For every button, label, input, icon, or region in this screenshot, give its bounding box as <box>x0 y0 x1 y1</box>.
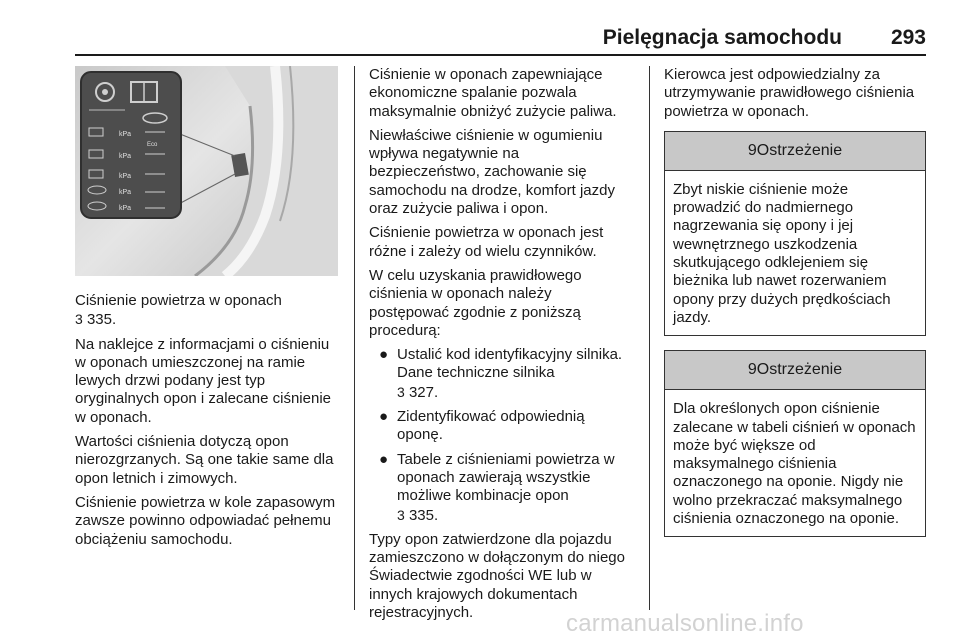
paragraph: W celu uzyskania prawidłowego ciśnienia w oponach należy postępować zgodnie z poniższą procedurą: <box>369 266 582 339</box>
list-item-text: Ustalić kod identyfikacyjny silnika. Dane techniczne silnika <box>397 346 623 382</box>
paragraph: Ciśnienie powietrza w oponach jest różne i zależy od wielu czynników. <box>369 224 604 260</box>
bullet-icon: ● <box>379 450 389 468</box>
header-rule <box>75 54 926 56</box>
label-kpa-3: kPa <box>119 173 132 180</box>
paragraph: Niewłaściwe ciśnienie w ogumieniu wpływa negatywnie na bezpieczeństwo, zachowanie się samochodu na drodze, komfort jazdy oraz zużycie paliwa i opon. <box>369 126 615 218</box>
warning-title: Ostrzeżenie <box>756 141 843 159</box>
procedure-list <box>369 346 633 525</box>
warning-body: Dla określonych opon ciśnienie zalecane w tabeli ciśnień w oponach może być większe od maksymalnego ciśnienia oznaczonego na oponie. Nigdy nie wolno przekraczać maksymalnego ciśnienia oznaczonego na oponie. <box>673 400 916 528</box>
label-kpa-5: kPa <box>119 205 132 212</box>
warning-header <box>665 132 925 171</box>
list-item <box>369 346 633 402</box>
list-item <box>369 451 633 525</box>
column-2 <box>369 66 633 628</box>
warning-box <box>664 350 926 537</box>
page-ref-icon: 3 <box>75 311 83 328</box>
caption-text: Ciśnienie powietrza w oponach <box>75 292 282 309</box>
tire-pressure-label-figure <box>75 66 338 276</box>
door-frame-illustration <box>75 66 338 276</box>
paragraph: Ciśnienie powietrza w kole zapasowym zawsze powinno odpowiadać pełnemu obciążeniu samochodu. <box>75 493 336 548</box>
page-ref-number[interactable]: 335. <box>404 506 439 524</box>
page-header <box>0 0 960 58</box>
column-divider-2 <box>649 66 650 610</box>
label-eco: Eco <box>147 142 158 148</box>
list-item <box>369 408 633 445</box>
warning-box <box>664 131 926 336</box>
figure-caption <box>75 292 343 330</box>
list-item-text: Zidentyfikować odpowiednią oponę. <box>397 408 585 444</box>
bullet-icon: ● <box>379 346 389 364</box>
paragraph: Ciśnienie w oponach zapewniające ekonomiczne spalanie pozwala maksymalnie obniżyć zużycie paliwa. <box>369 66 617 120</box>
page-ref-number[interactable]: 335. <box>82 311 117 329</box>
label-kpa-4: kPa <box>119 189 132 196</box>
warning-body: Zbyt niskie ciśnienie może prowadzić do nadmiernego nagrzewania się opony i jej wewnętrznego uszkodzenia skutkującego odklejeniem się bieżnika lub nawet rozerwaniem opony przy dużych prędkościach jazdy. <box>673 180 891 326</box>
paragraph: Wartości ciśnienia dotyczą opon nierozgrzanych. Są one takie same dla opon letnich i zimowych. <box>75 433 334 487</box>
warning-icon: 9 <box>747 361 757 379</box>
paragraph: Na naklejce z informacjami o ciśnieniu w oponach umieszczonej na ramie lewych drzwi podany jest typ oryginalnych opon i zalecane ciśnienie w oponach. <box>75 335 331 426</box>
label-kpa-1: kPa <box>119 131 132 138</box>
list-item-text: Tabele z ciśnieniami powietrza w oponach zawierają wszystkie możliwe kombinacje opon <box>397 450 615 505</box>
column-divider-1 <box>354 66 355 610</box>
column-1 <box>75 292 343 555</box>
warning-title: Ostrzeżenie <box>756 361 843 379</box>
page-number: 293 <box>890 26 926 49</box>
bullet-icon: ● <box>379 408 389 426</box>
page-ref-icon: 3 <box>397 383 405 400</box>
page-ref-number[interactable]: 327. <box>404 383 439 401</box>
paragraph: Typy opon zatwierdzone dla pojazdu zamieszczono w dołączonym do niego Świadectwie zgodności WE lub w innych krajowych dokumentach rejestracyjnych. <box>369 530 625 622</box>
warning-icon: 9 <box>747 141 757 159</box>
watermark: carmanualsonline.info <box>566 610 804 637</box>
label-kpa-2: kPa <box>119 153 132 160</box>
warning-header <box>665 351 925 390</box>
paragraph: Kierowca jest odpowiedzialny za utrzymywanie prawidłowego ciśnienia powietrza w oponach. <box>664 66 915 120</box>
page-title: Pielęgnacja samochodu <box>602 26 842 49</box>
column-3 <box>664 66 926 551</box>
page-ref-icon: 3 <box>397 506 405 523</box>
